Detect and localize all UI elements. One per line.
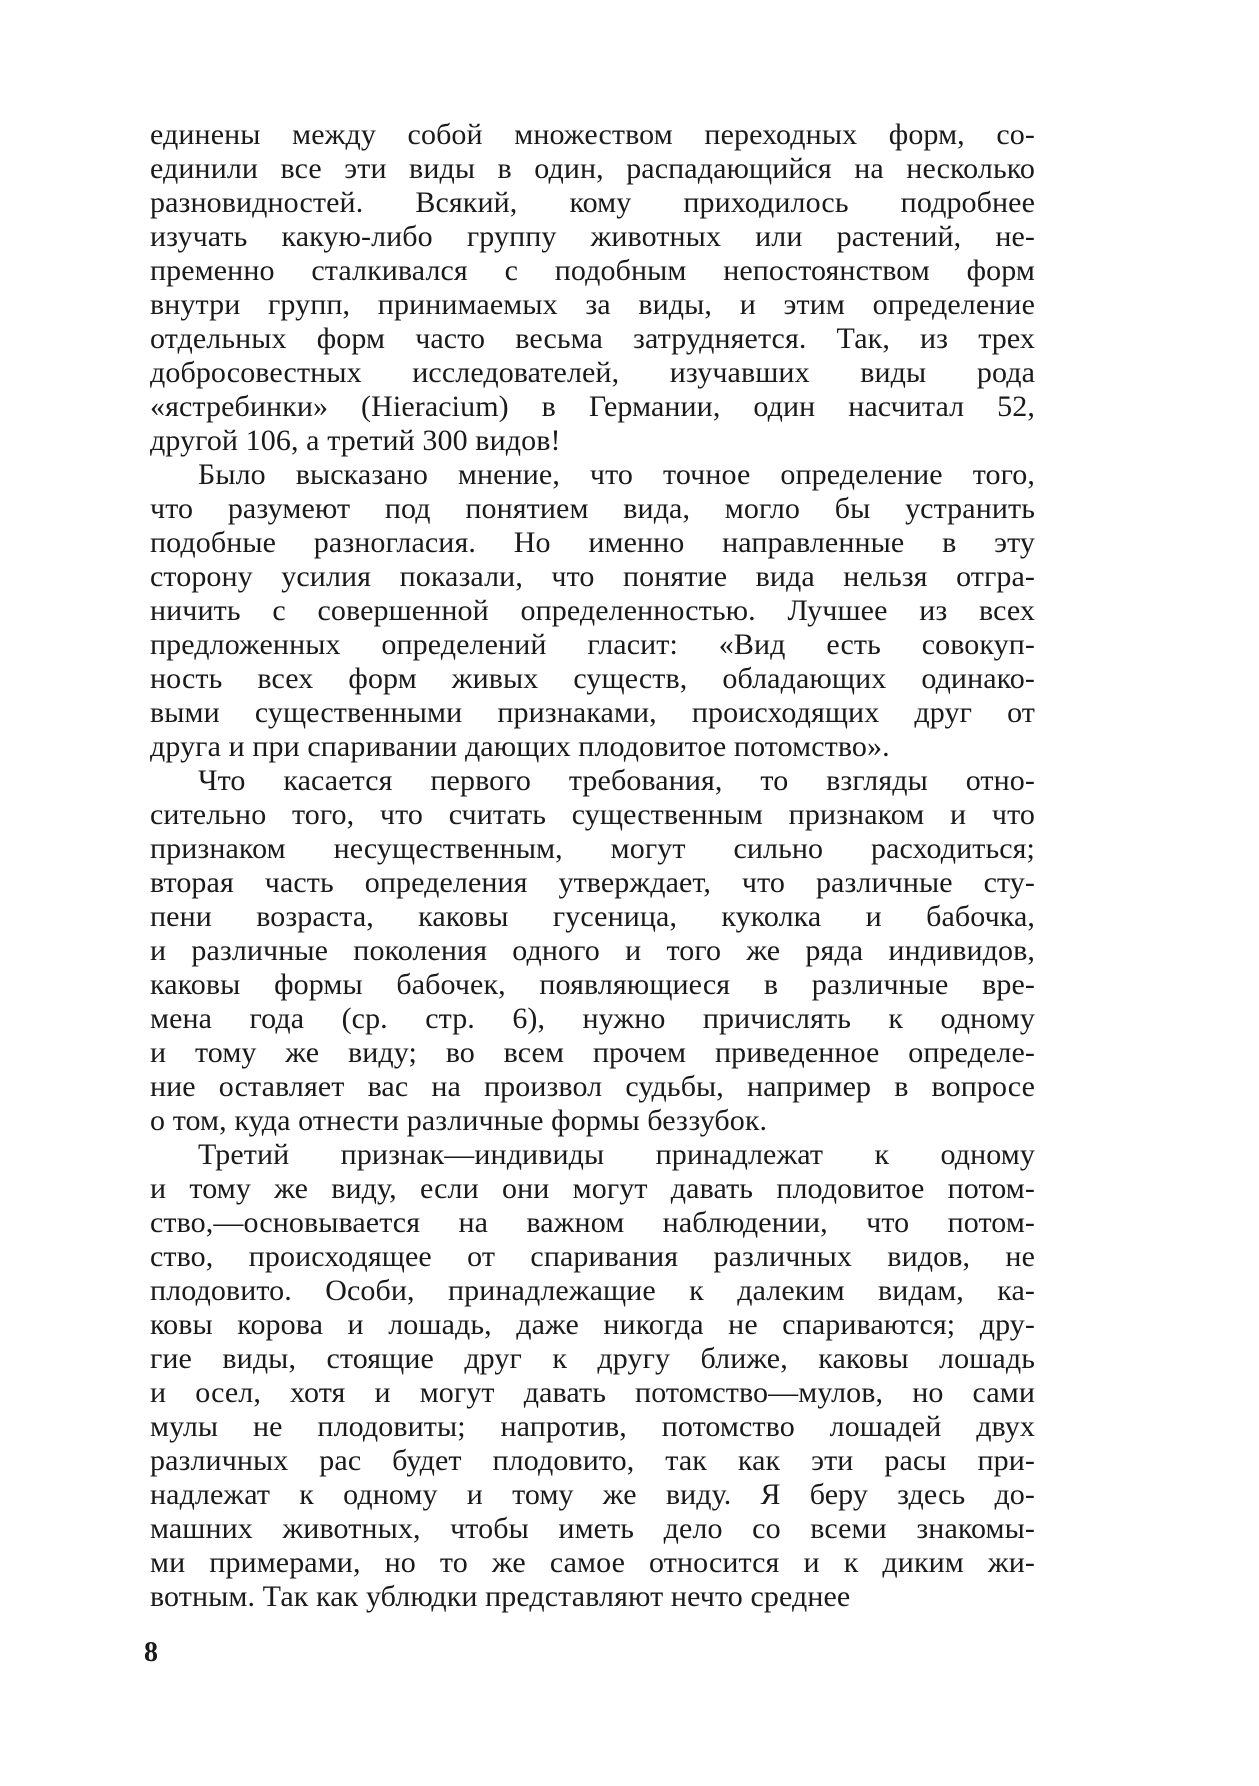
text-line: ность всех форм живых существ, обладающих одинако- (150, 662, 1035, 695)
text-line: надлежат к одному и тому же виду. Я беру здесь до- (150, 1478, 1035, 1511)
text-line: Третий признак—индивиды принадлежат к одному (198, 1138, 1035, 1171)
text-line: Было высказано мнение, что точное определение того, (198, 458, 1035, 491)
text-line: пременно сталкивался с подобным непостоянством форм (150, 254, 1035, 287)
paragraph (150, 458, 1035, 764)
text-line: признаком несущественным, могут сильно расходиться; (150, 832, 1035, 865)
paragraph (150, 1138, 1035, 1614)
text-line: предложенных определений гласит: «Вид есть совокуп- (150, 628, 1035, 661)
text-line: вотным. Так как ублюдки представляют нечто среднее (150, 1580, 851, 1613)
text-line: и тому же виду, если они могут давать плодовитое потом- (150, 1172, 1035, 1205)
text-line: ство,—основывается на важном наблюдении, что потом- (150, 1206, 1035, 1239)
text-line: ми примерами, но то же самое относится и к диким жи- (150, 1546, 1035, 1579)
text-line: подобные разногласия. Но именно направленные в эту (150, 526, 1035, 559)
text-line: единили все эти виды в один, распадающийся на несколько (150, 152, 1035, 185)
text-line: машних животных, чтобы иметь дело со всеми знакомы- (150, 1512, 1035, 1545)
text-line: внутри групп, принимаемых за виды, и этим определение (150, 288, 1035, 321)
text-line: единены между собой множеством переходных форм, со- (150, 118, 1035, 151)
text-line: ковы корова и лошадь, даже никогда не спариваются; дру- (150, 1308, 1035, 1341)
text-line: «ястребинки» (Hieracium) в Германии, один насчитал 52, (150, 390, 1035, 423)
text-line: ничить с совершенной определенностью. Лучшее из всех (150, 594, 1035, 627)
text-line: плодовито. Особи, принадлежащие к далеким видам, ка- (150, 1274, 1035, 1307)
text-line: мена года (ср. стр. 6), нужно причислять к одному (150, 1002, 1035, 1035)
text-line: ние оставляет вас на произвол судьбы, например в вопросе (150, 1070, 1035, 1103)
text-line: о том, куда отнести различные формы беззубок. (150, 1104, 768, 1137)
text-line: что разумеют под понятием вида, могло бы устранить (150, 492, 1035, 525)
text-line: мулы не плодовиты; напротив, потомство лошадей двух (150, 1410, 1035, 1443)
page-number: 8 (144, 1637, 158, 1668)
page-body (150, 118, 1035, 1614)
text-line: изучать какую-либо группу животных или растений, не- (150, 220, 1035, 253)
text-line: разновидностей. Всякий, кому приходилось подробнее (150, 186, 1035, 219)
text-line: друга и при спаривании дающих плодовитое потомство». (150, 730, 890, 763)
text-line: Что касается первого требования, то взгляды отно- (198, 764, 1035, 797)
text-line: сторону усилия показали, что понятие вида нельзя отгра- (150, 560, 1035, 593)
text-line: и осел, хотя и могут давать потомство—мулов, но сами (150, 1376, 1035, 1409)
text-line: другой 106, а третий 300 видов! (150, 424, 561, 457)
text-line: отдельных форм часто весьма затрудняется. Так, из трех (150, 322, 1035, 355)
text-line: выми существенными признаками, происходящих друг от (150, 696, 1035, 729)
paragraph (150, 118, 1035, 458)
text-line: сительно того, что считать существенным признаком и что (150, 798, 1035, 831)
text-line: ство, происходящее от спаривания различных видов, не (150, 1240, 1035, 1273)
text-line: различных рас будет плодовито, так как эти расы при- (150, 1444, 1035, 1477)
text-line: каковы формы бабочек, появляющиеся в различные вре- (150, 968, 1035, 1001)
text-line: и тому же виду; во всем прочем приведенное определе- (150, 1036, 1035, 1069)
text-line: и различные поколения одного и того же ряда индивидов, (150, 934, 1035, 967)
text-line: гие виды, стоящие друг к другу ближе, каковы лошадь (150, 1342, 1035, 1375)
text-line: вторая часть определения утверждает, что различные сту- (150, 866, 1035, 899)
text-line: добросовестных исследователей, изучавших виды рода (150, 356, 1035, 389)
paragraph (150, 764, 1035, 1138)
text-line: пени возраста, каковы гусеница, куколка и бабочка, (150, 900, 1035, 933)
